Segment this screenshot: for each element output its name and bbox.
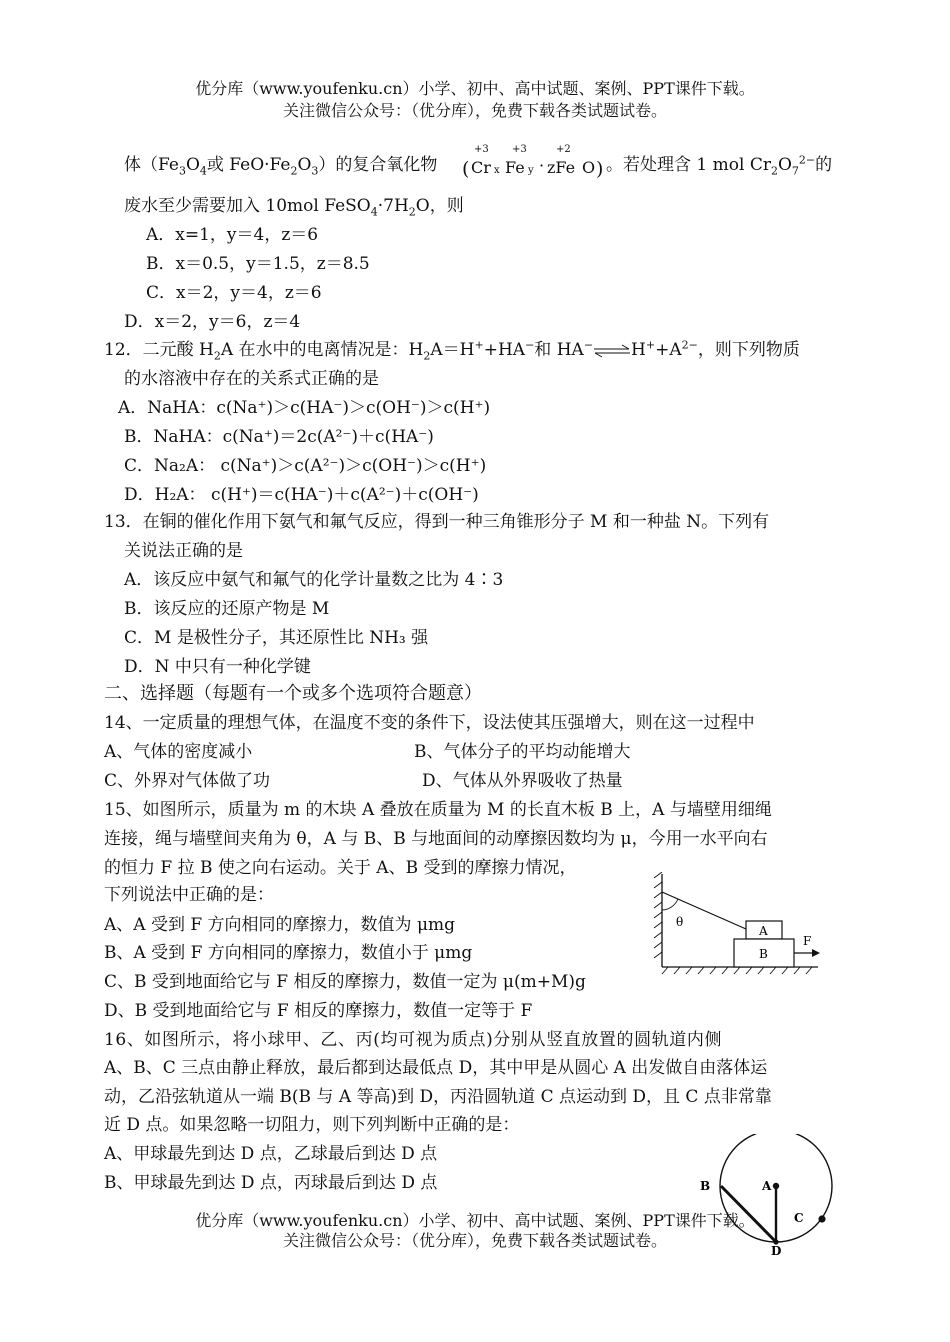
q13-option-a: A．该反应中氨气和氟气的化学计量数之比为 4∶3 [124,570,504,590]
footer-line-2: 关注微信公众号：（优分库），免费下载各类试题试卷。 [282,1231,667,1250]
q12-option-c: C．Na₂A： c(Na⁺)＞c(A²⁻)＞c(OH⁻)＞c(H⁺) [124,456,487,476]
q11-option-d: D．x＝2，y＝6，z＝4 [124,312,301,332]
q14-option-d: D、气体从外界吸收了热量 [422,771,623,791]
section-2-heading: 二、选择题（每题有一个或多个选项符合题意） [104,683,482,704]
point-d-label: D [771,1244,782,1258]
q13-option-d: D．N 中只有一种化学键 [124,657,311,677]
rope [662,892,746,929]
wall-hatching [654,872,662,958]
q13-stem-line-2: 关说法正确的是 [124,541,243,561]
q15-stem-line-2: 连接，绳与墙壁间夹角为 θ，A 与 B、B 与地面间的动摩擦因数均为 μ，今用一水平向右 [104,829,768,849]
board-b-label: B [759,947,768,961]
point-a-label: A [762,1179,772,1193]
q15-stem-line-3: 的恒力 F 拉 B 使之向右运动。关于 A、B 受到的摩擦力情况， [104,858,577,878]
q16-stem-line-3: 动，乙沿弦轨道从一端 B(B 与 A 等高)到 D，丙沿圆轨道 C 点运动到 D，且 C 点非常靠 [104,1087,772,1107]
q11-stem-line-1b: 。若处理含 1 mol $Cr_2O_7^{2-}$的 [606,153,833,178]
q12-option-a: A．NaHA：c(Na⁺)＞c(HA⁻)＞c(OH⁻)＞c(H⁺) [118,398,491,418]
q12-option-d: D．H₂A： c(H⁺)＝c(HA⁻)＋c(A²⁻)＋c(OH⁻) [124,485,479,505]
point-c-label: C [794,1211,804,1225]
point-b-label: B [700,1179,711,1193]
q13-option-c: C．M 是极性分子，其还原性比 NH₃ 强 [124,628,429,648]
force-label: F [803,934,812,948]
q16-stem-line-2: A、B、C 三点由静止释放，最后都到达最低点 D，其中甲是从圆心 A 出发做自由落体运 [104,1058,768,1078]
q16-option-b: B、甲球最先到达 D 点，丙球最后到达 D 点 [104,1173,438,1193]
q15-stem-line-1: 15、如图所示，质量为 m 的木块 A 叠放在质量为 M 的长直木板 B 上，A 与墙壁用细绳 [104,800,772,820]
q13-stem-line-1: 13．在铜的催化作用下氨气和氟气反应，得到一种三角锥形分子 M 和一种盐 N。下列有 [104,512,770,532]
q14-stem: 14、一定质量的理想气体，在温度不变的条件下，设法使其压强增大，则在这一过程中 [104,713,755,733]
q11-stem-line-2: 废水至少需要加入 10mol $FeSO_4\cdot 7H_2O$，则 [124,196,464,219]
q11-stem-line-1a: 体（$Fe_3O_4$或 $FeO\cdot Fe_2O_3$）的复合氧化物 [124,155,438,178]
q15-option-b: B、A 受到 F 方向相同的摩擦力，数值小于 μmg [104,943,473,963]
q15-option-c: C、B 受到地面给它与 F 相反的摩擦力，数值一定为 μ(m+M)g [104,972,586,992]
force-arrowhead-icon [812,949,820,957]
q15-stem-line-4: 下列说法中正确的是： [104,885,274,905]
q14-option-b: B、气体分子的平均动能增大 [414,742,631,762]
q15-wall-block-figure [646,872,826,976]
q11-option-a: A．x=1，y＝4，z＝6 [146,225,319,245]
q11-option-c: C．x＝2，y＝4，z＝6 [146,283,322,303]
theta-label: θ [676,915,684,929]
point-a-dot [773,1183,779,1189]
ground-hatching [662,967,812,974]
q14-option-c: C、外界对气体做了功 [104,771,271,791]
q12-option-b: B．NaHA：c(Na⁺)＝2c(A²⁻)＋c(HA⁻) [124,427,434,447]
reversible-arrow-icon [593,344,631,358]
q15-option-d: D、B 受到地面给它与 F 相反的摩擦力，数值一定等于 F [104,1001,533,1021]
block-a-label: A [759,924,768,938]
q16-option-a: A、甲球最先到达 D 点，乙球最后到达 D 点 [104,1144,438,1164]
header-line-1: 优分库（www.youfenku.cn）小学、初中、高中试题、案例、PPT课件下载。 [195,79,755,98]
angle-arc [662,899,678,910]
q11-option-b: B．x＝0.5，y＝1.5，z＝8.5 [146,254,370,274]
q14-option-a: A、气体的密度减小 [104,742,253,762]
q13-option-b: B．该反应的还原产物是 M [124,599,330,619]
q16-stem-line-4: 近 D 点。如果忽略一切阻力，则下列判断中正确的是： [104,1115,520,1135]
header-line-2: 关注微信公众号：（优分库），免费下载各类试题试卷。 [282,101,667,120]
q12-stem-line-1: 12．二元酸 $H_2A$ 在水中的电离情况是：$H_2A=H^++HA^-$和 HA− $H^++A^{2-}$，则下列物质 [104,338,800,363]
q15-option-a: A、A 受到 F 方向相同的摩擦力，数值为 μmg [104,915,456,935]
footer-line-1: 优分库（www.youfenku.cn）小学、初中、高中试题、案例、PPT课件下载。 [195,1211,755,1230]
q12-stem-line-2: 的水溶液中存在的关系式正确的是 [124,369,379,389]
q16-stem-line-1: 16、如图所示，将小球甲、乙、丙(均可视为质点)分别从竖直放置的圆轨道内侧 [104,1030,723,1050]
